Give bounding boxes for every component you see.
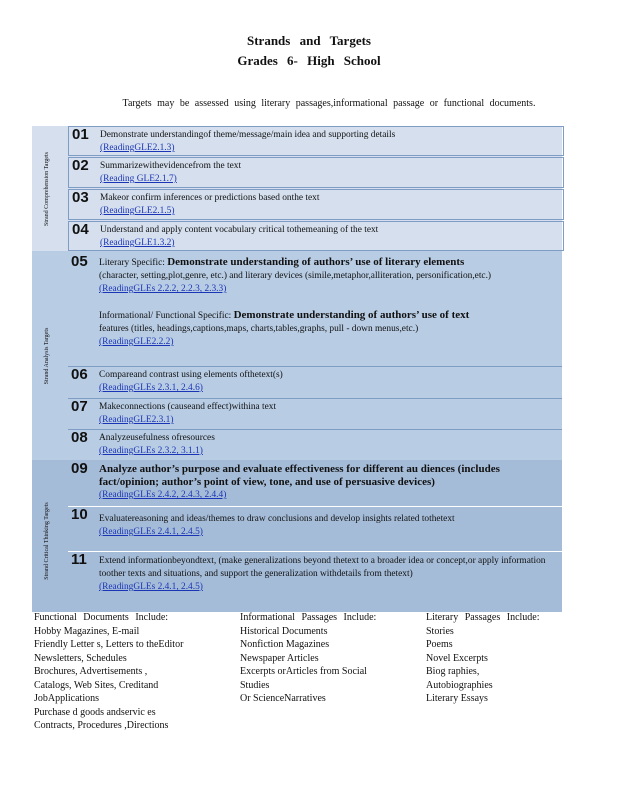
target-row — [68, 366, 562, 398]
target-text-features: features (titles, headings,captions,maps, charts,tables,graphs, pull - down menus,etc.) — [99, 324, 419, 334]
list-item: Autobiographies — [426, 679, 493, 691]
target-row — [68, 429, 562, 460]
informational-passages-list — [240, 611, 420, 706]
list-item: Novel Excerpts — [426, 652, 488, 664]
target-number: 01 — [72, 126, 89, 143]
list-item: Hobby Magazines, E-mail — [34, 625, 140, 637]
target-row — [68, 551, 562, 612]
informational-specific-heading: Demonstrate understanding of authors’ use of text — [233, 309, 470, 321]
target-row — [68, 398, 562, 429]
target-reference-link[interactable]: (ReadingGLE2.3.1) — [99, 415, 174, 425]
intro-text: Targets may be assessed using literary passages,informational passage or functional documents. — [122, 98, 536, 109]
target-text: Demonstrate understandingof theme/message/main idea and supporting details — [100, 130, 396, 140]
target-text: Understand and apply content vocabulary critical tothemeaning of the text — [100, 225, 379, 235]
list-item: Literary Essays — [426, 693, 488, 704]
target-reference-link[interactable]: (ReadingGLE2.1.3) — [100, 143, 175, 153]
list-item: Friendly Letter s, Letters to theEditor — [34, 639, 184, 650]
target-number: 11 — [71, 551, 87, 568]
strand-label-comprehension: Strand Comprehension Targets — [44, 151, 50, 226]
target-number: 08 — [71, 429, 88, 446]
target-reference-link[interactable]: (ReadingGLEs 2.4.2, 2.4.3, 2.4.4) — [99, 490, 227, 500]
informational-specific-label: Informational/ Functional Specific: — [99, 311, 232, 321]
target-reference-link[interactable]: (ReadingGLEs 2.3.1, 2.4.6) — [99, 383, 203, 393]
target-text: Compareand contrast using elements ofthetext(s) — [99, 370, 283, 380]
target-reference-link[interactable]: (ReadingGLEs 2.4.1, 2.4.5) — [99, 582, 203, 592]
functional-documents-list — [34, 611, 234, 733]
target-row — [68, 461, 562, 505]
target-number: 05 — [71, 253, 88, 270]
target-text: Makeconnections (causeand effect)withina text — [99, 402, 277, 412]
target-text: Evaluatereasoning and ideas/themes to draw conclusions and develop insights related tothetext — [99, 514, 455, 524]
target-number: 09 — [71, 460, 88, 477]
target-number: 06 — [71, 366, 88, 383]
page-subtitle: Grades 6- High School — [237, 53, 381, 68]
literary-specific-heading: Demonstrate understanding of authors’ use of literary elements — [167, 256, 465, 268]
literary-passages-heading: Literary Passages Include: — [426, 612, 540, 623]
strand-label-analysis: Strand Analysis Targets — [44, 327, 50, 384]
target-number: 10 — [71, 506, 88, 523]
list-item: Nonfiction Magazines — [240, 639, 330, 650]
target-row — [68, 254, 562, 366]
target-reference-link[interactable]: (Reading GLE2.1.7) — [100, 174, 177, 184]
target-row — [68, 189, 564, 220]
target-reference-link[interactable]: (ReadingGLE2.1.5) — [100, 206, 175, 216]
target-number: 04 — [72, 221, 89, 238]
target-text: Makeor confirm inferences or predictions based onthe text — [100, 193, 320, 203]
target-row — [68, 221, 564, 251]
functional-documents-heading: Functional Documents Include: — [34, 612, 169, 623]
target-text: Analyzeusefulness ofresources — [99, 433, 215, 443]
literary-passages-list — [426, 611, 586, 706]
list-item: Poems — [426, 639, 453, 650]
target-reference-link[interactable]: (ReadingGLEs 2.3.2, 3.1.1) — [99, 446, 203, 456]
target-row — [68, 126, 564, 156]
page-title: Strands and Targets — [247, 33, 371, 48]
list-item: Newspaper Articles — [240, 652, 319, 664]
target-reference-link[interactable]: (ReadingGLEs 2.2.2, 2.2.3, 2.3.3) — [99, 284, 227, 294]
target-row — [68, 506, 562, 551]
list-item: Brochures, Advertisements , — [34, 666, 148, 677]
list-item: Excerpts orArticles from Social — [240, 666, 367, 677]
target-number: 02 — [72, 157, 89, 174]
strand-label-critical-thinking: Strand Critical Thinking Targets — [44, 501, 50, 580]
list-item: Purchase d goods andservic es — [34, 706, 156, 718]
target-text: Extend informationbeyondtext, (make generalizations beyond thetext to a broader idea or concept,or apply information toother texts and situations, and support the generalization withdetails from thetext) — [99, 556, 546, 579]
list-item: Studies — [240, 679, 270, 691]
list-item: Or ScienceNarratives — [240, 693, 326, 704]
list-item: Catalogs, Web Sites, Creditand — [34, 679, 159, 691]
target-reference-link[interactable]: (ReadingGLE2.2.2) — [99, 337, 174, 347]
list-item: Stories — [426, 625, 454, 637]
target-reference-link[interactable]: (ReadingGLE1.3.2) — [100, 238, 175, 248]
target-text: (character, setting,plot,genre, etc.) and literary devices (simile,metaphor,alliteration, personification,etc.) — [99, 271, 492, 281]
list-item: Historical Documents — [240, 625, 328, 637]
target-number: 03 — [72, 189, 89, 206]
list-item: Newsletters, Schedules — [34, 652, 127, 664]
target-number: 07 — [71, 398, 88, 415]
list-item: Biog raphies, — [426, 666, 480, 677]
target-text: Analyze author’s purpose and evaluate effectiveness for different au diences (includes fact/opinion; author’s point of view, tone, and use of persuasive devices) — [99, 463, 500, 488]
list-item: Contracts, Procedures ,Directions — [34, 720, 169, 731]
target-reference-link[interactable]: (ReadingGLEs 2.4.1, 2.4.5) — [99, 527, 203, 537]
target-row — [68, 157, 564, 188]
informational-passages-heading: Informational Passages Include: — [240, 612, 377, 623]
list-item: JobApplications — [34, 693, 99, 704]
target-text: Summarizewithevidencefrom the text — [100, 161, 242, 171]
literary-specific-label: Literary Specific: — [99, 258, 165, 268]
